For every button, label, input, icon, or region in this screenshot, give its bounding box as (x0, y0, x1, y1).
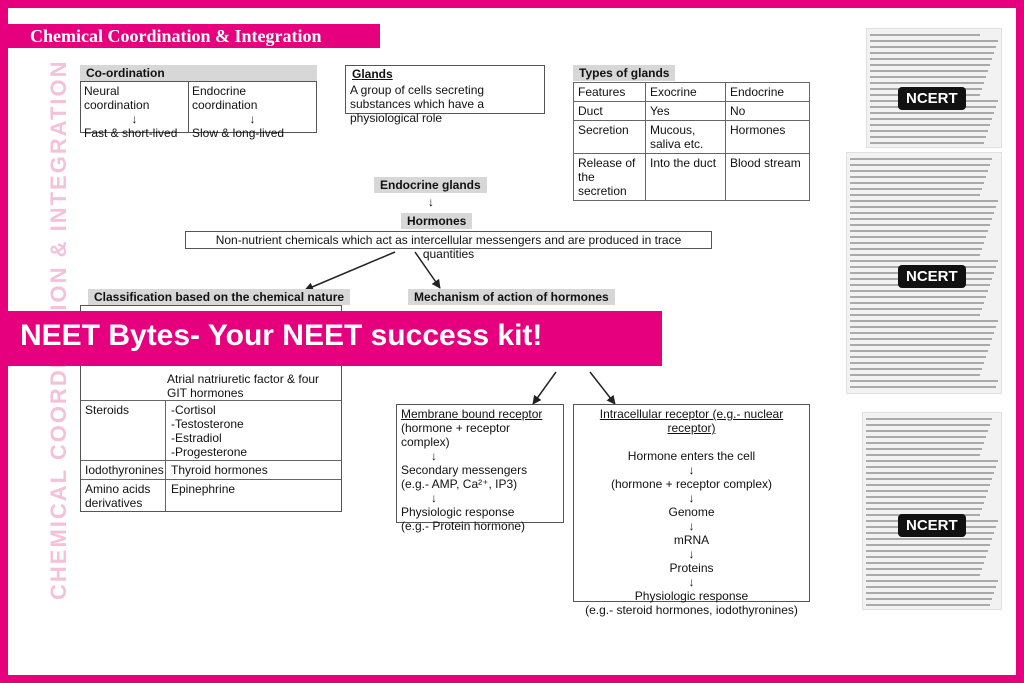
text-line (866, 604, 990, 606)
iodothyronines-examples: Thyroid hormones (171, 463, 268, 477)
text-line (866, 544, 990, 546)
text-line (850, 230, 988, 232)
text-line (850, 188, 982, 190)
text-line (870, 130, 988, 132)
down-arrow-icon: ↓ (431, 491, 437, 505)
membrane-receptor-box (396, 404, 564, 533)
text-line (850, 212, 994, 214)
ncert-badge: NCERT (898, 514, 966, 537)
text-line (850, 176, 986, 178)
text-line (850, 332, 994, 334)
text-line (850, 326, 996, 328)
endocrine-result: Slow & long-lived (192, 126, 285, 140)
text-line (866, 496, 986, 498)
text-line (866, 586, 996, 588)
text-line (866, 580, 998, 582)
text-line (866, 574, 980, 576)
text-line (866, 538, 992, 540)
text-line (866, 472, 994, 474)
text-line (866, 562, 984, 564)
intracellular-step: (e.g.- steroid hormones, iodothyronines) (585, 603, 798, 617)
text-line (850, 338, 992, 340)
text-line (850, 320, 998, 322)
text-line (866, 502, 984, 504)
intracellular-step: mRNA (673, 533, 710, 547)
text-line (850, 302, 984, 304)
text-line (866, 490, 988, 492)
text-line (850, 380, 998, 382)
membrane-step: Secondary messengers (401, 463, 528, 477)
hormones-definition: Non-nutrient chemicals which act as intercellular messengers and are produced in trace quantities (185, 231, 712, 249)
text-line (850, 158, 992, 160)
text-line (850, 368, 982, 370)
down-arrow-icon: ↓ (249, 112, 256, 126)
down-arrow-icon: ↓ (431, 449, 437, 463)
text-line (850, 386, 996, 388)
text-line (850, 314, 980, 316)
promo-banner: NEET Bytes- Your NEET success kit! (8, 311, 662, 366)
text-line (866, 436, 986, 438)
text-line (866, 466, 996, 468)
hormones-label: Hormones (401, 213, 472, 229)
membrane-step: (e.g.- Protein hormone) (401, 519, 526, 533)
text-line (866, 442, 984, 444)
down-arrow-icon: ↓ (428, 195, 434, 209)
text-line (850, 374, 980, 376)
text-line (866, 418, 992, 420)
table-row: Release of the secretion Into the duct Blood stream (574, 154, 810, 201)
membrane-step: Physiologic response (401, 505, 515, 519)
text-line (866, 598, 992, 600)
text-line (870, 82, 984, 84)
text-line (850, 224, 990, 226)
table-row: Duct Yes No (574, 102, 810, 121)
down-arrow-icon: ↓ (688, 519, 695, 533)
membrane-step: (e.g.- AMP, Ca²⁺, IP3) (401, 477, 518, 491)
text-line (866, 556, 986, 558)
text-line (850, 260, 998, 262)
text-line (850, 296, 986, 298)
intracellular-receptor-box (573, 404, 810, 617)
text-line (850, 350, 988, 352)
text-line (850, 164, 990, 166)
text-line (870, 136, 986, 138)
text-line (850, 356, 986, 358)
glands-label: Glands (345, 65, 545, 82)
text-line (870, 112, 994, 114)
neural-result: Fast & short-lived (84, 126, 178, 140)
intracellular-step: Hormone enters the cell (627, 449, 756, 463)
text-line (866, 424, 990, 426)
text-line (866, 568, 982, 570)
text-line (850, 308, 982, 310)
text-line (870, 46, 996, 48)
down-arrow-icon: ↓ (688, 491, 695, 505)
text-line (870, 76, 986, 78)
down-arrow-icon: ↓ (131, 112, 138, 126)
text-line (866, 508, 982, 510)
text-line (870, 52, 994, 54)
text-line (850, 236, 986, 238)
text-line (850, 254, 980, 256)
classification-partial-text: Atrial natriuretic factor & four GIT hormones (167, 372, 320, 400)
iodothyronines-type: Iodothyronines (85, 463, 164, 477)
steroids-examples: -Cortisol -Testosterone -Estradiol -Progesterone (171, 403, 248, 459)
text-line (850, 194, 980, 196)
text-line (870, 58, 992, 60)
intracellular-step: Physiologic response (634, 589, 749, 603)
intracellular-receptor-title: Intracellular receptor (e.g.- nuclear receptor) (599, 407, 784, 435)
text-line (866, 592, 994, 594)
text-line (850, 344, 990, 346)
text-line (870, 118, 992, 120)
glands-definition: A group of cells secreting substances which have a physiological role (345, 81, 545, 114)
page-title: Chemical Coordination & Integration (30, 26, 322, 46)
text-line (870, 34, 980, 36)
text-line (866, 478, 992, 480)
text-line (870, 40, 998, 42)
ncert-badge: NCERT (898, 265, 966, 288)
text-line (850, 200, 998, 202)
membrane-receptor-title: Membrane bound receptor (401, 407, 543, 421)
intracellular-step: Genome (668, 505, 715, 519)
text-line (850, 248, 982, 250)
text-line (870, 64, 990, 66)
mechanism-label: Mechanism of action of hormones (408, 289, 615, 305)
text-line (850, 218, 992, 220)
ncert-badge: NCERT (898, 87, 966, 110)
membrane-step: (hormone + receptor complex) (401, 421, 511, 449)
text-line (850, 206, 996, 208)
text-line (866, 550, 988, 552)
classification-label: Classification based on the chemical nature (88, 289, 350, 305)
intracellular-step: (hormone + receptor complex) (610, 477, 773, 491)
down-arrow-icon: ↓ (688, 547, 695, 561)
amino-acids-type: Amino acids derivatives (85, 482, 151, 510)
endocrine-glands-label: Endocrine glands (374, 177, 487, 193)
text-line (866, 448, 982, 450)
neural-coordination: Neural coordination (84, 84, 150, 112)
steroids-type: Steroids (85, 403, 130, 417)
types-of-glands-label: Types of glands (573, 65, 675, 81)
table-row: Features Exocrine Endocrine (574, 83, 810, 102)
text-line (870, 124, 990, 126)
text-line (850, 362, 984, 364)
amino-acids-examples: Epinephrine (171, 482, 236, 496)
text-line (850, 170, 988, 172)
endocrine-coordination: Endocrine coordination (192, 84, 258, 112)
text-line (866, 460, 998, 462)
text-line (866, 454, 980, 456)
text-line (870, 70, 988, 72)
text-line (866, 484, 990, 486)
down-arrow-icon: ↓ (688, 463, 695, 477)
text-line (850, 242, 984, 244)
intracellular-step: Proteins (669, 561, 714, 575)
table-row: Secretion Mucous, saliva etc. Hormones (574, 121, 810, 154)
coordination-label: Co-ordination (80, 65, 317, 81)
text-line (870, 142, 984, 144)
down-arrow-icon: ↓ (688, 575, 695, 589)
text-line (866, 430, 988, 432)
text-line (850, 182, 984, 184)
text-line (850, 290, 988, 292)
